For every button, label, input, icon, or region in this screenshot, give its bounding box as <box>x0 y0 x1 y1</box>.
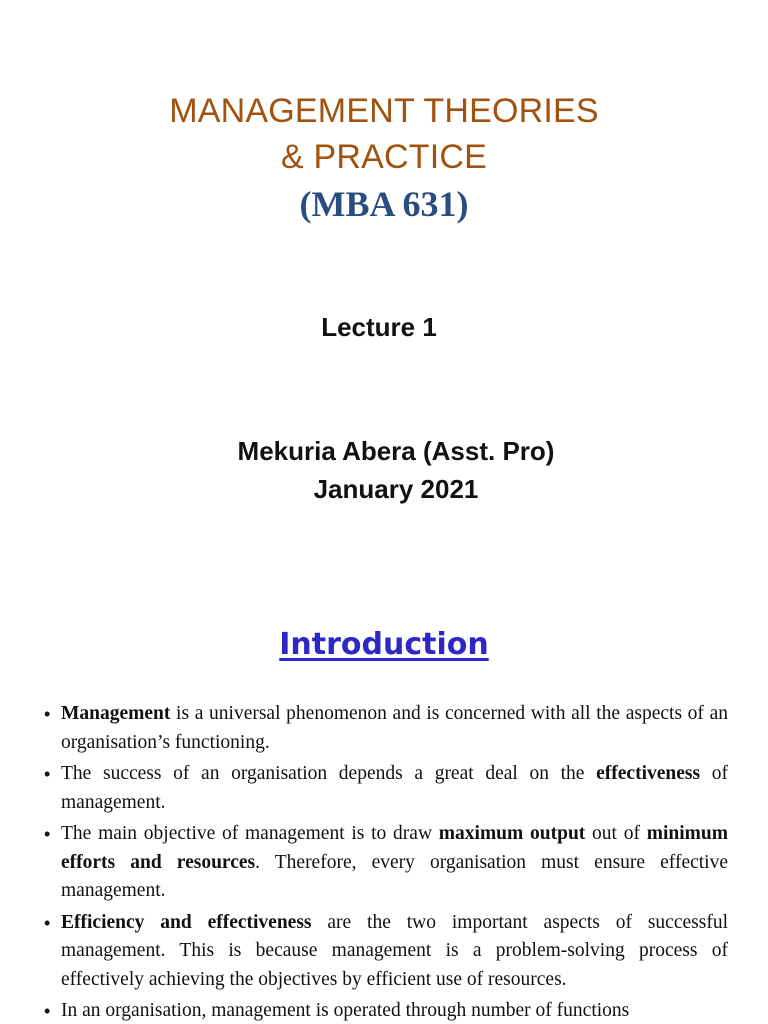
bullet-text: In an organisation, management is operated through number of functions <box>61 1000 630 1021</box>
course-code: (MBA 631) <box>299 184 469 224</box>
bullet-item <box>44 909 728 995</box>
bullet-dot-icon: • <box>44 912 51 933</box>
bullet-text: is a universal phenomenon and is concerned with all the aspects of an organisation’s functioning. <box>61 703 728 753</box>
lecture-number: Lecture 1 <box>321 312 437 342</box>
bullet-item <box>44 997 728 1024</box>
course-title-line-1: MANAGEMENT THEORIES <box>169 92 599 130</box>
bullet-dot-icon: • <box>44 704 51 724</box>
bold-term: minimum efforts and resources <box>61 823 728 873</box>
course-title-line-2: & PRACTICE <box>280 138 488 176</box>
bullet-dot-icon: • <box>44 824 51 844</box>
bullet-text: The success of an organisation depends a great deal on the <box>61 763 597 784</box>
bold-term: maximum output <box>438 823 586 844</box>
bullet-text: . Therefore, every organisation must ensure effective management. <box>61 851 728 901</box>
author-name: Mekuria Abera (Asst. Pro) <box>237 436 555 466</box>
bullet-text: The main objective of management is to draw <box>61 823 439 844</box>
introduction-heading: Introduction <box>279 627 489 662</box>
bullet-item <box>44 760 728 817</box>
bullet-item <box>44 820 728 906</box>
bullet-dot-icon: • <box>44 764 51 784</box>
bold-term: Efficiency and effectiveness <box>61 911 312 933</box>
bullet-text: of management. <box>61 763 728 813</box>
bold-term: Management <box>61 703 171 724</box>
bullet-text: out of <box>585 823 647 844</box>
lecture-date: January 2021 <box>313 474 479 504</box>
bold-term: effectiveness <box>596 763 701 784</box>
introduction-bullet-list <box>44 700 728 1024</box>
bullet-item <box>44 700 728 757</box>
bullet-dot-icon: • <box>44 1001 51 1021</box>
bullet-text: are the two important aspects of successful management. This is because management is a problem-solving process of effectively achieving the objectives by efficient use of resources. <box>61 911 728 990</box>
